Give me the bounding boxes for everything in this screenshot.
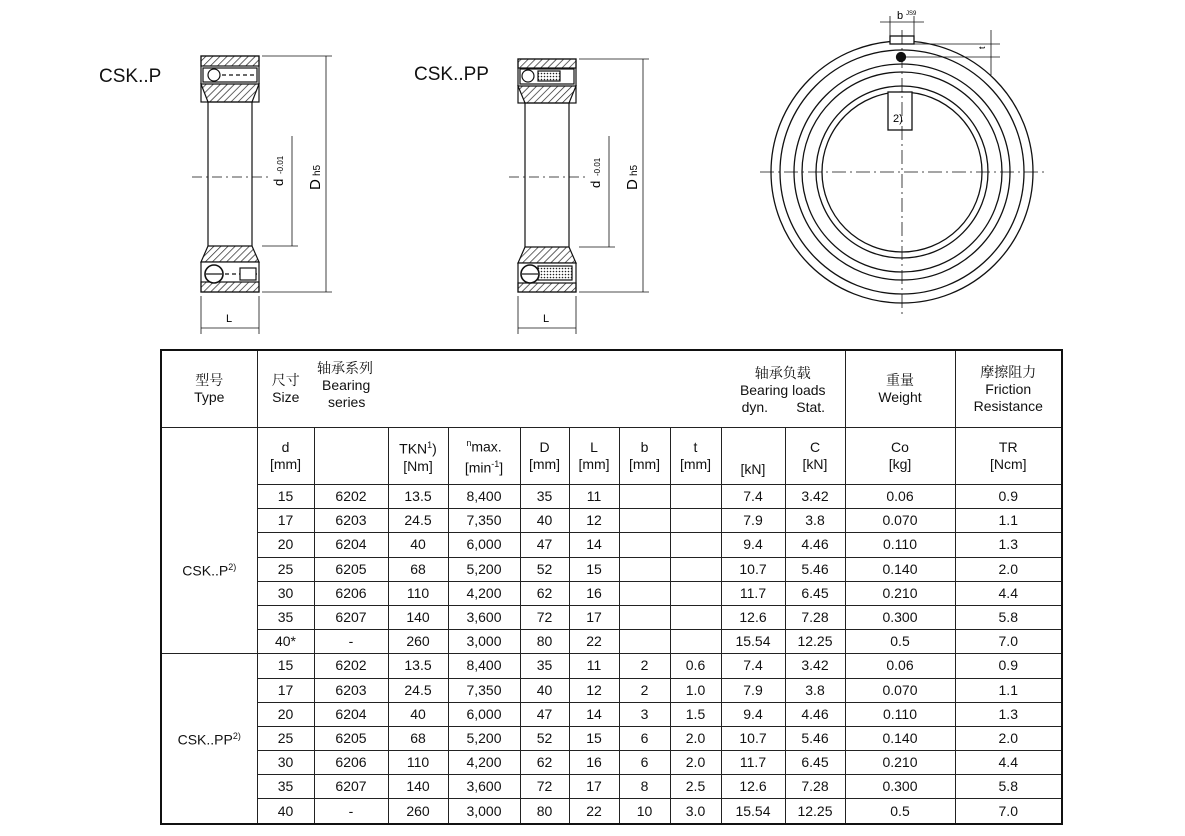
table-cell: 7.28 [785,775,845,799]
header-dyn: dyn. [741,398,769,415]
table-cell [670,605,721,629]
table-cell: 15 [569,557,619,581]
table-body [161,485,1062,824]
csk-pp-dim-L: L [543,313,550,325]
table-cell [670,509,721,533]
table-cell [619,485,670,509]
table-cell: 0.110 [845,533,955,557]
bearing-spec-table [160,349,1063,825]
table-cell: 72 [520,605,569,629]
group-type-label: CSK..PP [177,731,233,748]
table-cell: 7.0 [955,799,1062,824]
table-cell: 9.4 [721,533,785,557]
table-cell: 5,200 [448,557,520,581]
table-cell: 2.0 [955,557,1062,581]
header-row-units [161,428,1062,485]
table-cell: 14 [569,533,619,557]
table-cell: 40 [520,509,569,533]
units-D: D [mm] [520,428,569,485]
table-cell: 260 [388,799,448,824]
table-cell [619,509,670,533]
front-view-drawing [760,16,1044,316]
csk-p-dim-D: D [307,179,324,190]
header-row-1 [161,350,1062,428]
table-cell: 6.45 [785,751,845,775]
table-cell: 11 [569,654,619,678]
table-cell: 11.7 [721,751,785,775]
table-row [161,726,1062,750]
table-cell: 7.0 [955,630,1062,654]
table-cell: 6202 [314,654,388,678]
table-cell: 13.5 [388,485,448,509]
table-cell: 35 [520,485,569,509]
table-cell: 3 [619,702,670,726]
table-cell: 40 [257,799,314,824]
table-cell: - [314,630,388,654]
table-cell: 3.0 [670,799,721,824]
table-cell: 4.4 [955,751,1062,775]
table-cell: 25 [257,557,314,581]
table-cell: 5.46 [785,726,845,750]
table-cell: 0.9 [955,485,1062,509]
csk-p-dim-D-tol: h5 [312,164,323,176]
table-row [161,775,1062,799]
table-cell: 30 [257,581,314,605]
table-cell: 4.4 [955,581,1062,605]
table-cell: 6,000 [448,702,520,726]
table-cell: 6 [619,751,670,775]
front-dim-t: t [977,46,987,49]
table-cell: 6202 [314,485,388,509]
table-cell: 4.46 [785,533,845,557]
units-tkn: TKN$^1$) [Nm] [388,428,448,485]
header-type: 型号 Type [161,350,257,428]
table-cell: 2 [619,678,670,702]
table-cell: 20 [257,533,314,557]
table-cell: 72 [520,775,569,799]
bearing-table-wrapper [160,349,1063,825]
table-cell: 4,200 [448,581,520,605]
table-cell: 4,200 [448,751,520,775]
table-cell: 5.8 [955,775,1062,799]
table-cell: 6204 [314,533,388,557]
units-t: t [mm] [670,428,721,485]
header-stat: Stat. [796,398,826,415]
table-cell: 35 [520,654,569,678]
table-cell: 2 [619,654,670,678]
header-weight: 重量 Weight [845,350,955,428]
table-cell: 15.54 [721,630,785,654]
drawing-label-csk-p: CSK..P [99,66,162,87]
table-row [161,533,1062,557]
table-cell: 6205 [314,557,388,581]
table-cell: 68 [388,557,448,581]
table-cell: 24.5 [388,509,448,533]
units-type-empty [161,428,257,485]
table-cell: 0.9 [955,654,1062,678]
table-cell: 12.25 [785,799,845,824]
table-cell: 7.4 [721,654,785,678]
table-cell: 3.8 [785,678,845,702]
front-dim-b-tol: JS9 [906,11,917,17]
table-cell: 110 [388,751,448,775]
table-cell: 11.7 [721,581,785,605]
table-cell: 0.06 [845,485,955,509]
header-size: 尺寸 Size [257,350,314,428]
units-stat: C [kN] [785,428,845,485]
table-cell: 6,000 [448,533,520,557]
table-cell: 12.6 [721,605,785,629]
table-cell: 62 [520,751,569,775]
table-cell [670,533,721,557]
table-row [161,654,1062,678]
csk-p-dim-d: d [271,178,286,186]
table-cell: 3,000 [448,799,520,824]
csk-p-dim-d-tol: -0.01 [276,155,285,174]
table-cell: 5.8 [955,605,1062,629]
csk-pp-dim-d: d [588,180,603,188]
table-cell [670,630,721,654]
table-cell [670,557,721,581]
table-cell: 35 [257,775,314,799]
table-cell: 6206 [314,751,388,775]
table-cell: 0.070 [845,678,955,702]
table-cell: 140 [388,605,448,629]
table-cell: 11 [569,485,619,509]
technical-drawings [0,0,1185,345]
table-cell: 3.42 [785,654,845,678]
table-row [161,630,1062,654]
table-cell: 0.140 [845,726,955,750]
table-cell: 0.6 [670,654,721,678]
table-cell: 0.070 [845,509,955,533]
table-cell: 35 [257,605,314,629]
units-d: d [mm] [257,428,314,485]
header-friction: 摩擦阻力 Friction Resistance [955,350,1062,428]
table-cell: 12.6 [721,775,785,799]
table-row [161,799,1062,824]
table-cell: 4.46 [785,702,845,726]
table-cell: 2.5 [670,775,721,799]
table-cell: 2.0 [955,726,1062,750]
table-cell: 12 [569,509,619,533]
table-cell: 2.0 [670,726,721,750]
table-cell: 15 [257,485,314,509]
table-cell: 8,400 [448,485,520,509]
table-cell: 68 [388,726,448,750]
table-cell: 1.0 [670,678,721,702]
group-type-cell [161,654,257,824]
table-cell: 15 [569,726,619,750]
table-cell: 14 [569,702,619,726]
table-cell [619,630,670,654]
table-cell: 52 [520,726,569,750]
table-cell: 15.54 [721,799,785,824]
table-cell: 7.9 [721,678,785,702]
table-cell: 0.5 [845,630,955,654]
units-series-empty [314,428,388,485]
table-row [161,485,1062,509]
table-cell: 0.300 [845,605,955,629]
table-row [161,605,1062,629]
group-type-footnote: 2) [232,731,241,742]
table-cell: 13.5 [388,654,448,678]
csk-pp-dim-d-tol: -0.01 [593,157,602,176]
table-cell: 22 [569,630,619,654]
table-cell: 40 [520,678,569,702]
table-cell: 260 [388,630,448,654]
drawing-canvas [0,0,1185,345]
table-cell: 17 [569,775,619,799]
table-cell: 47 [520,533,569,557]
table-cell: 40 [388,702,448,726]
table-cell [619,557,670,581]
table-cell: 2.0 [670,751,721,775]
csk-p-section-drawing [192,56,332,334]
table-cell: 7.9 [721,509,785,533]
table-cell: 5,200 [448,726,520,750]
table-cell: 7,350 [448,509,520,533]
table-cell: 3.8 [785,509,845,533]
drawing-label-csk-pp: CSK..PP [414,64,489,85]
table-cell: 10 [619,799,670,824]
table-cell: 15 [257,654,314,678]
table-cell: 80 [520,799,569,824]
table-cell: 30 [257,751,314,775]
table-row [161,678,1062,702]
table-cell: - [314,799,388,824]
table-cell: 0.110 [845,702,955,726]
table-cell: 3.42 [785,485,845,509]
table-cell: 0.210 [845,751,955,775]
table-cell: 47 [520,702,569,726]
table-cell: 6207 [314,605,388,629]
table-cell: 0.5 [845,799,955,824]
table-cell: 62 [520,581,569,605]
units-L: L [mm] [569,428,619,485]
table-cell: 9.4 [721,702,785,726]
table-cell: 7.28 [785,605,845,629]
table-cell: 7.4 [721,485,785,509]
table-cell: 3,600 [448,775,520,799]
table-cell: 40 [388,533,448,557]
front-note-2: 2) [893,113,903,125]
table-cell [670,485,721,509]
table-cell: 6204 [314,702,388,726]
table-cell: 25 [257,726,314,750]
table-cell: 0.140 [845,557,955,581]
table-row [161,509,1062,533]
table-cell: 12.25 [785,630,845,654]
table-row [161,751,1062,775]
table-cell: 1.3 [955,702,1062,726]
units-weight: Co [kg] [845,428,955,485]
table-cell: 24.5 [388,678,448,702]
table-cell: 6203 [314,678,388,702]
table-cell: 1.1 [955,509,1062,533]
table-cell: 8,400 [448,654,520,678]
table-cell: 6207 [314,775,388,799]
table-cell: 0.210 [845,581,955,605]
units-b: b [mm] [619,428,670,485]
units-nmax: $^n$max. $[\min^{-1}]$ [448,428,520,485]
table-cell: 80 [520,630,569,654]
table-cell: 12 [569,678,619,702]
group-type-footnote: 2) [228,561,237,572]
table-cell: 17 [257,509,314,533]
table-cell [619,581,670,605]
units-dyn: [kN] [721,428,785,485]
table-cell: 52 [520,557,569,581]
table-cell: 22 [569,799,619,824]
table-cell: 16 [569,751,619,775]
table-cell: 3,000 [448,630,520,654]
table-cell: 0.300 [845,775,955,799]
table-cell: 6206 [314,581,388,605]
table-cell: 6 [619,726,670,750]
table-cell: 10.7 [721,726,785,750]
csk-pp-dim-D-tol: h5 [629,164,640,176]
table-cell: 17 [257,678,314,702]
table-cell: 6205 [314,726,388,750]
table-cell: 6.45 [785,581,845,605]
group-type-cell [161,485,257,654]
table-cell [619,533,670,557]
table-cell: 20 [257,702,314,726]
csk-pp-dim-D: D [624,179,641,190]
table-cell: 110 [388,581,448,605]
table-cell: 8 [619,775,670,799]
table-cell: 5.46 [785,557,845,581]
table-cell [619,605,670,629]
table-cell: 7,350 [448,678,520,702]
table-cell: 16 [569,581,619,605]
table-cell: 0.06 [845,654,955,678]
table-cell: 1.3 [955,533,1062,557]
table-cell: 17 [569,605,619,629]
header-series: 轴承系列 Bearing series [314,350,721,428]
front-dim-b: b [897,10,904,22]
table-row [161,702,1062,726]
csk-pp-section-drawing [509,59,649,334]
table-cell: 6203 [314,509,388,533]
csk-p-dim-L: L [226,313,233,325]
table-cell: 40* [257,630,314,654]
table-cell: 10.7 [721,557,785,581]
table-cell: 1.5 [670,702,721,726]
header-loads: 轴承负载 Bearing loads dyn. Stat. [721,350,845,428]
table-row [161,557,1062,581]
units-friction: TR [Ncm] [955,428,1062,485]
table-cell: 1.1 [955,678,1062,702]
table-cell [670,581,721,605]
table-cell: 140 [388,775,448,799]
table-cell: 3,600 [448,605,520,629]
table-row [161,581,1062,605]
group-type-label: CSK..P [182,562,229,579]
